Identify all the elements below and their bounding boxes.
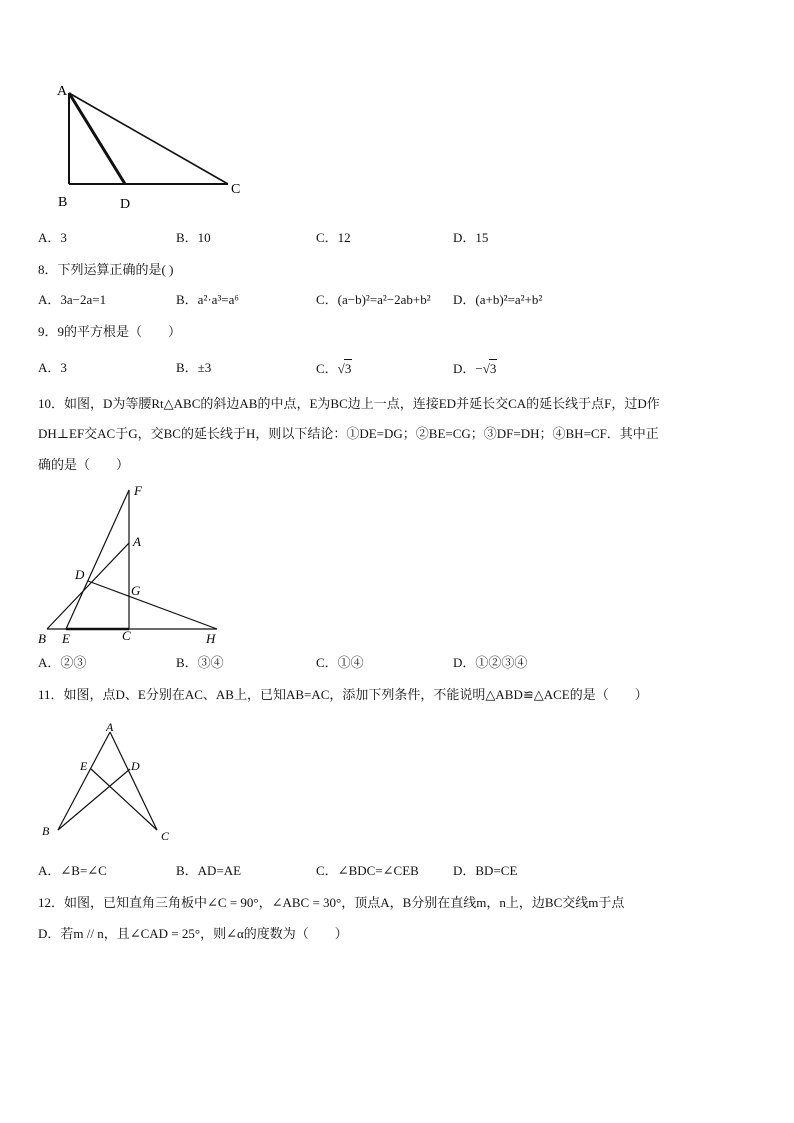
q11-option-a[interactable]: A．∠B=∠C [38, 863, 107, 878]
q12-stem-line2: D．若m // n，且∠CAD = 25°，则∠α的度数为（ ） [38, 926, 348, 941]
sqrt-symbol: √3 [482, 361, 497, 376]
q9-option-d-radicand: 3 [489, 361, 497, 376]
q9-option-d[interactable] [453, 359, 497, 378]
q10-option-d[interactable]: D．①②③④ [453, 655, 528, 670]
q7-option-c[interactable]: C．12 [316, 230, 351, 245]
q9-option-c[interactable] [316, 359, 352, 378]
label-B: B [42, 824, 50, 838]
label-A: A [106, 720, 114, 734]
q7-option-b[interactable]: B．10 [176, 230, 211, 245]
q11-option-b[interactable]: B．AD=AE [176, 863, 242, 878]
label-A: A [57, 84, 68, 99]
q9-option-a[interactable]: A．3 [38, 360, 67, 375]
label-E: E [62, 631, 70, 645]
q10-stem-line3: 确的是（ ） [38, 457, 130, 472]
geometry-figure-q10 [35, 480, 235, 645]
label-C: C [231, 182, 241, 197]
q8-option-a[interactable]: A．3a−2a=1 [38, 292, 107, 307]
q9-option-c-prefix: C． [316, 361, 338, 376]
q12-stem-line1: 12．如图，已知直角三角板中∠C = 90°，∠ABC = 30°，顶点A，B分别在直线m，n上，边BC交线m于点 [38, 895, 625, 910]
label-D: D [120, 197, 131, 210]
label-B: B [38, 631, 46, 645]
q10-option-a[interactable]: A．②③ [38, 655, 87, 670]
q10-option-b[interactable]: B．③④ [176, 655, 224, 670]
label-G: G [131, 583, 141, 598]
q9-option-b[interactable]: B．±3 [176, 360, 212, 375]
q7-option-d[interactable]: D．15 [453, 230, 489, 245]
q10-stem-line1: 10．如图，D为等腰Rt△ABC的斜边AB的中点，E为BC边上一点，连接ED并延长交CA的延长线于点F，过D作 [38, 396, 660, 411]
q8-option-c[interactable]: C．(a−b)²=a²−2ab+b² [316, 292, 431, 307]
q9-stem: 9．9的平方根是（ ） [38, 324, 182, 339]
label-B: B [58, 195, 68, 210]
q11-stem: 11．如图，点D、E分别在AC、AB上，已知AB=AC，添加下列条件，不能说明△ABD≌△ACE的是（ ） [38, 687, 648, 702]
label-A: A [133, 534, 141, 549]
q9-option-c-radicand: 3 [344, 361, 352, 376]
label-F: F [134, 483, 142, 498]
label-D: D [131, 759, 140, 773]
q10-stem-line2: DH⊥EF交AC于G，交BC的延长线于H，则以下结论：①DE=DG；②BE=CG；③DF=DH；④BH=CF．其中正 [38, 426, 659, 441]
triangle-figure-q11 [35, 718, 185, 850]
label-C: C [122, 628, 131, 643]
q8-stem: 8．下列运算正确的是( ) [38, 262, 174, 277]
q9-option-d-prefix: D．− [453, 361, 483, 376]
label-H: H [206, 631, 216, 645]
label-C: C [161, 829, 170, 843]
q8-option-b[interactable]: B．a²·a³=a⁶ [176, 292, 239, 307]
triangle-figure-q7 [50, 80, 250, 210]
q7-option-a[interactable]: A．3 [38, 230, 67, 245]
q11-option-c[interactable]: C．∠BDC=∠CEB [316, 863, 419, 878]
q11-option-d[interactable]: D．BD=CE [453, 863, 518, 878]
q10-option-c[interactable]: C．①④ [316, 655, 364, 670]
q8-option-d[interactable]: D．(a+b)²=a²+b² [453, 292, 543, 307]
label-D: D [75, 567, 85, 582]
label-E: E [80, 759, 88, 773]
sqrt-symbol: √3 [337, 361, 352, 376]
